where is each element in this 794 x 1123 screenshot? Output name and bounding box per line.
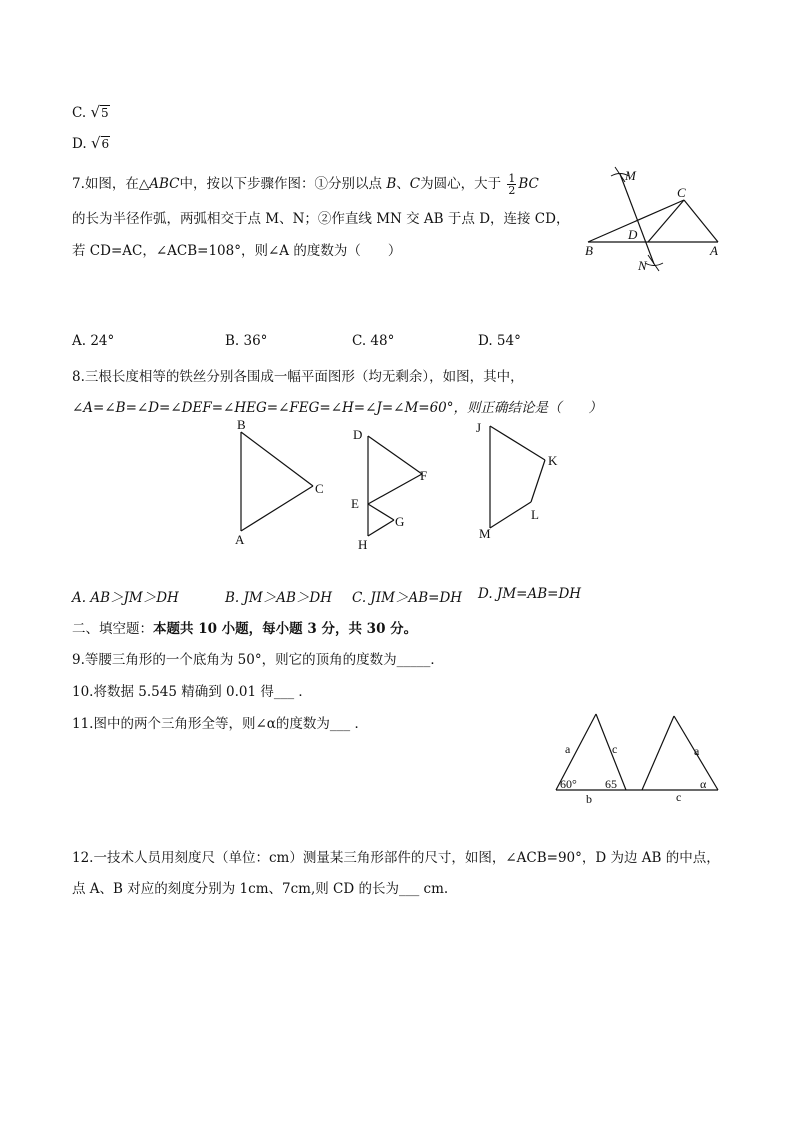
line-mn <box>620 174 654 264</box>
q7-line2: 的长为半径作弧，两弧相交于点 M、N；②作直线 MN 交 AB 于点 D，连接 CD， <box>72 211 570 227</box>
q7-text-mid: 中，按以下步骤作图：①分别以点 <box>179 176 383 192</box>
right-label-a: a <box>694 744 700 758</box>
segment-ca <box>684 200 718 242</box>
q8-option-c[interactable]: C. JIM＞AB=DH <box>352 590 463 606</box>
point-label-m: M <box>479 526 491 541</box>
point-label-n: N <box>638 258 647 273</box>
point-label-a: A <box>235 532 245 547</box>
point-label-g: G <box>395 514 405 529</box>
segment-kl <box>531 460 545 502</box>
point-label-d: D <box>353 427 363 442</box>
q8-option-d[interactable]: D. JM=AB=DH <box>478 586 582 602</box>
q9-text: 9.等腰三角形的一个底角为 50°，则它的顶角的度数为_____． <box>72 652 444 668</box>
arc-mark-n <box>645 255 663 271</box>
q8-line1: 8.三根长度相等的铁丝分别各围成一幅平面图形（均无剩余），如图，其中， <box>72 369 524 385</box>
q6-option-d-radicand: 6 <box>101 137 110 151</box>
point-label-f: F <box>420 468 428 483</box>
q12-line2: 点 A、B 对应的刻度分别为 1cm、7cm,则 CD 的长为___ cm. <box>72 881 449 897</box>
right-side-left <box>642 716 674 790</box>
q11-figure <box>548 708 728 808</box>
point-label-b: B <box>237 417 246 432</box>
q7-figure <box>580 162 730 274</box>
q8-option-a[interactable]: A. AB＞JM＞DH <box>72 590 179 606</box>
q7-option-a[interactable]: A. 24° <box>72 333 115 349</box>
segment-eg <box>368 504 394 520</box>
q7-fraction <box>507 173 516 196</box>
q6-option-c-radicand: 5 <box>101 106 109 120</box>
segment-cd <box>648 200 684 242</box>
right-label-c: c <box>676 790 682 804</box>
q6-option-d-label: D. <box>72 136 87 152</box>
segment-gh <box>368 520 394 536</box>
angle-label-60: 60° <box>560 777 577 791</box>
segment-bc <box>241 432 313 486</box>
segment-ac <box>241 486 313 531</box>
q7-text-c: C <box>409 176 421 192</box>
q7-option-d[interactable]: D. 54° <box>478 333 521 349</box>
segment-lm <box>490 502 531 528</box>
q6-option-c-label: C. <box>72 105 87 121</box>
point-label-c: C <box>315 481 324 496</box>
q10-text: 10.将数据 5.545 精确到 0.01 得___ ． <box>72 684 312 700</box>
q8-line2: ∠A=∠B=∠D=∠DEF=∠HEG=∠FEG=∠H=∠J=∠M=60°，则正确结论是（ ） <box>72 400 602 416</box>
angle-label-65: 65 <box>605 777 617 791</box>
q7-text-abc: ABC <box>149 176 180 192</box>
q6-option-c <box>72 103 110 121</box>
q7-text-sep: 、 <box>396 176 410 192</box>
point-label-j: J <box>476 420 482 435</box>
point-label-m: M <box>625 168 636 183</box>
left-label-c: c <box>612 742 618 756</box>
section-heading-bold: 本题共 10 小题，每小题 3 分，共 30 分。 <box>153 621 418 637</box>
fraction-numerator: 1 <box>508 172 516 185</box>
left-label-b: b <box>586 792 592 806</box>
sqrt-symbol: √6 <box>90 134 110 152</box>
sqrt-symbol: √5 <box>90 103 109 121</box>
section-heading-prefix: 二、填空题： <box>72 621 153 637</box>
q6-option-d <box>72 134 110 152</box>
point-label-c: C <box>677 185 686 200</box>
q7-text-b: B <box>386 176 397 192</box>
q8-option-b[interactable]: B. JM＞AB＞DH <box>225 590 333 606</box>
point-label-d: D <box>628 227 638 242</box>
point-label-a: A <box>710 243 718 258</box>
q7-text-bc: BC <box>518 176 539 192</box>
q11-text: 11.图中的两个三角形全等，则∠α的度数为___ ． <box>72 716 368 732</box>
q7-line1 <box>72 172 539 196</box>
q8-figure <box>228 416 568 556</box>
point-label-l: L <box>531 507 539 522</box>
q7-text-suffix: 为圆心，大于 <box>420 176 502 192</box>
left-label-a: a <box>565 742 571 756</box>
fraction-denominator: 2 <box>508 184 516 197</box>
q7-option-b[interactable]: B. 36° <box>225 333 268 349</box>
angle-label-alpha: α <box>700 777 707 791</box>
q7-option-c[interactable]: C. 48° <box>352 333 395 349</box>
q12-line1: 12.一技术人员用刻度尺（单位：cm）测量某三角形部件的尺寸，如图，∠ACB=90°，D 为边 AB 的中点， <box>72 850 720 866</box>
section-heading <box>72 617 417 637</box>
point-label-e: E <box>351 496 359 511</box>
point-label-k: K <box>548 453 558 468</box>
q7-line3: 若 CD=AC，∠ACB=108°，则∠A 的度数为（ ） <box>72 243 402 259</box>
q7-text-prefix: 7.如图，在△ <box>72 176 150 192</box>
segment-df <box>368 436 422 474</box>
segment-jk <box>490 426 545 460</box>
point-label-b: B <box>585 243 593 258</box>
segment-fe <box>368 474 422 504</box>
point-label-h: H <box>358 537 368 552</box>
